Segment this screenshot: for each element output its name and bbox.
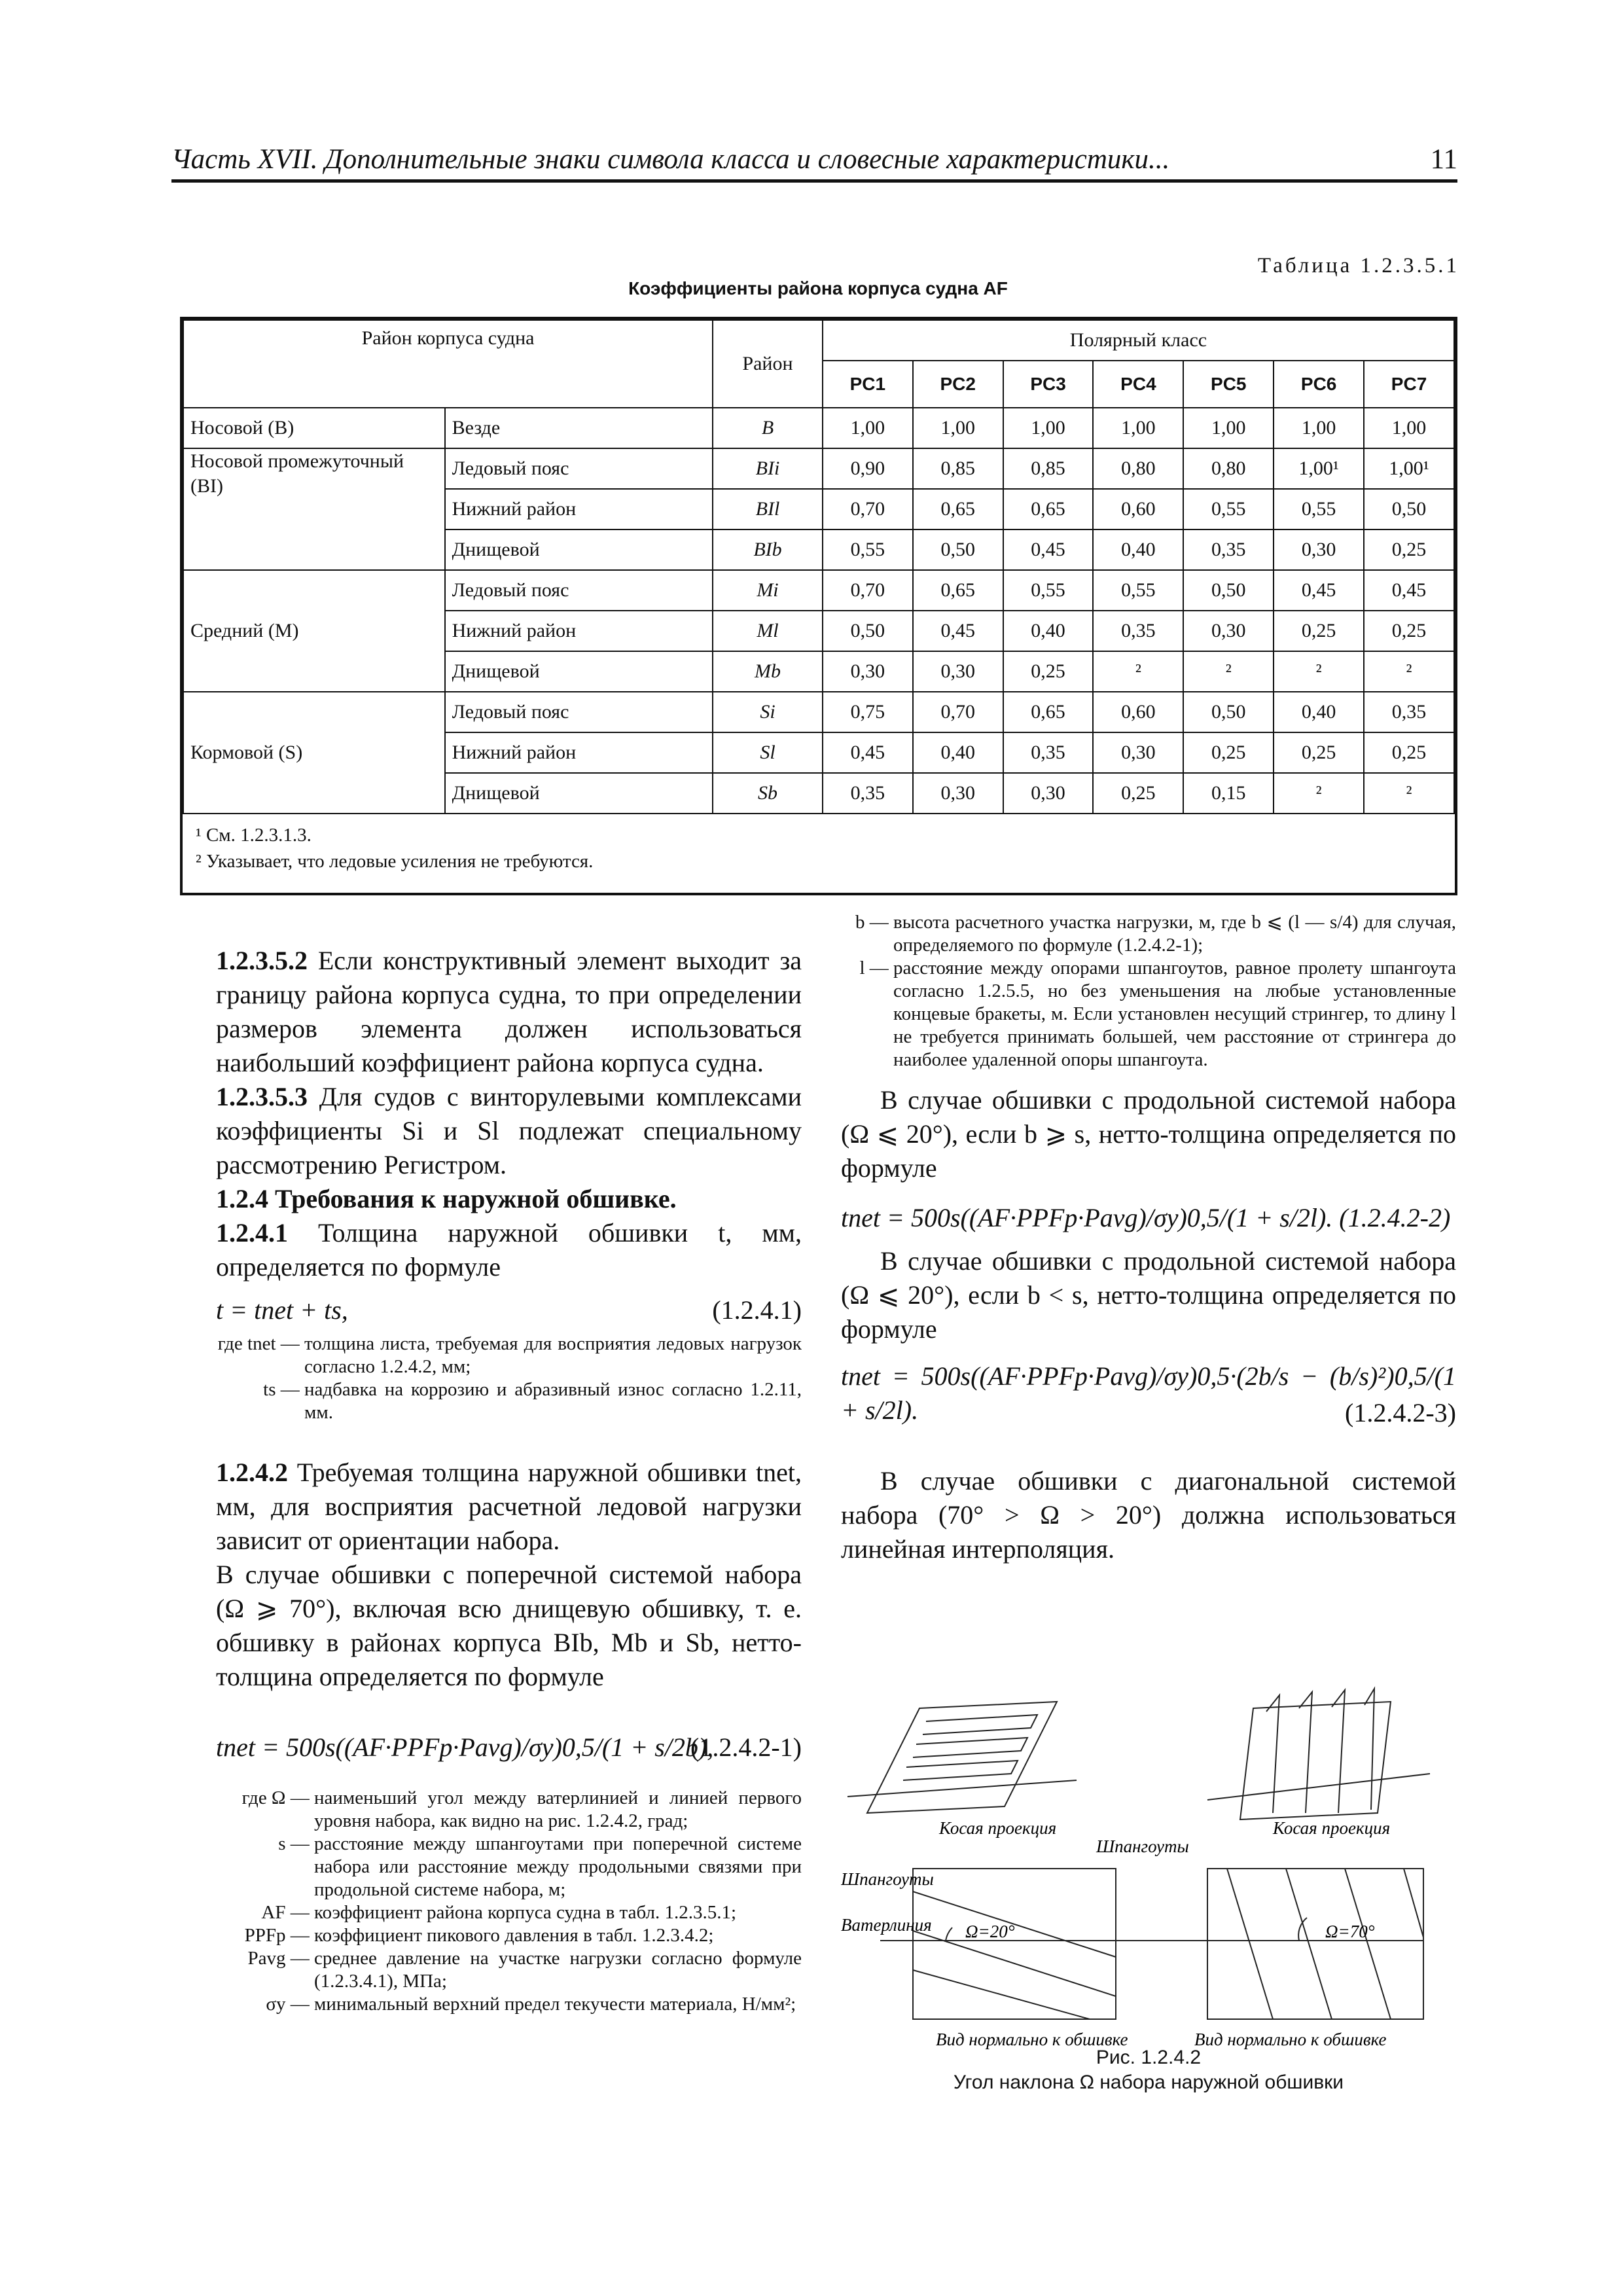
coefficient-cell: 1,00¹ (1274, 448, 1364, 489)
zone-cell: Ледовый пояс (445, 448, 713, 489)
coefficient-cell: 1,00 (913, 408, 1003, 448)
coefficient-cell: 1,00 (1183, 408, 1274, 448)
zone-cell: Днищевой (445, 773, 713, 814)
zone-cell: Нижний район (445, 489, 713, 529)
label-normal-right: Вид нормально к обшивке (1194, 2030, 1387, 2049)
right-column (841, 911, 1456, 1566)
coefficient-cell: 0,50 (1183, 692, 1274, 732)
table-body (183, 408, 1454, 814)
coefficient-cell: 0,25 (1274, 732, 1364, 773)
coefficient-cell: 0,70 (823, 570, 913, 611)
coefficient-cell: ² (1274, 651, 1364, 692)
definition-item (216, 1833, 802, 1901)
coefficient-cell: 0,40 (1003, 611, 1094, 651)
formula-1-2-4-2-1: tnet = 500s((AF·PPFp·Pavg)/σy)0,5/(1 + s/2b), (1.2.4.2-1) (216, 1732, 802, 1762)
table-row (183, 448, 1454, 489)
coefficient-cell: ² (1274, 773, 1364, 814)
paragraph-1-2-3-5-3: 1.2.3.5.3 Для судов с винторулевыми комплексами коэффициенты Si и Sl подлежат специальному рассмотрению Регистром. (216, 1082, 802, 1179)
coefficient-cell: 1,00 (823, 408, 913, 448)
hull-region-cell: Носовой (B) (183, 408, 445, 448)
coefficient-cell: 0,30 (823, 651, 913, 692)
coefficient-cell: 0,65 (1003, 692, 1094, 732)
definition-item (216, 1787, 802, 1833)
footnote-1: ¹ См. 1.2.3.1.3. (196, 825, 312, 846)
label-frames-top: Шпангоуты (1096, 1837, 1189, 1856)
hull-region-cell: Кормовой (S) (183, 692, 445, 814)
definition-text: среднее давление на участке нагрузки согласно формуле (1.2.3.4.1), МПа; (314, 1948, 802, 1992)
table-row (183, 692, 1454, 732)
page-number: 11 (1430, 144, 1457, 175)
coefficient-cell: 0,30 (1274, 529, 1364, 570)
coefficient-table-frame (180, 317, 1457, 895)
coefficient-cell: 0,45 (1274, 570, 1364, 611)
area-symbol-cell: Sl (713, 732, 823, 773)
coefficient-cell: 0,55 (1183, 489, 1274, 529)
coefficient-cell: 0,70 (823, 489, 913, 529)
plate-right-normal (1207, 1869, 1423, 2019)
coefficient-cell: 0,25 (1364, 732, 1454, 773)
paragraph-transverse: В случае обшивки с поперечной системой набора (Ω ⩾ 70°), включая всю днищевую обшивку, т. е. обшивку в районах корпуса BIb, Mb и Sb, нетто-толщина определяется по формуле (216, 1560, 802, 1691)
header-area: Район (713, 320, 823, 408)
paragraph-longitudinal-1: В случае обшивки с продольной системой набора (Ω ⩽ 20°), если b ⩾ s, нетто-толщина определяется по формуле (841, 1085, 1456, 1183)
area-symbol-cell: BIl (713, 489, 823, 529)
area-symbol-cell: B (713, 408, 823, 448)
coefficient-cell: 0,90 (823, 448, 913, 489)
label-normal-left: Вид нормально к обшивке (936, 2030, 1128, 2049)
footnote-2: ² Указывает, что ледовые усиления не требуются. (196, 851, 594, 872)
coefficient-cell: 0,30 (1183, 611, 1274, 651)
coefficient-cell: 0,25 (1093, 773, 1183, 814)
coefficient-cell: 0,25 (1183, 732, 1274, 773)
paragraph-1-2-4-2: 1.2.4.2 Требуемая толщина наружной обшивки tnet, мм, для восприятия расчетной ледовой нагрузки зависит от ориентации набора. (216, 1458, 802, 1555)
definition-term: s — (278, 1833, 314, 1854)
definition-term: b — (855, 912, 893, 933)
polar-class-header: PC2 (913, 361, 1003, 408)
paragraph-1-2-3-5-2: 1.2.3.5.2 Если конструктивный элемент выходит за границу района корпуса судна, то при определении размеров элемента должен использоваться наибольший коэффициент района корпуса судна. (216, 946, 802, 1077)
area-symbol-cell: Sb (713, 773, 823, 814)
coefficient-cell: 0,75 (823, 692, 913, 732)
figure-frame-angle (841, 1682, 1456, 2068)
coefficient-cell: 0,40 (913, 732, 1003, 773)
coefficient-cell: 0,25 (1003, 651, 1094, 692)
section-heading-1-2-4: 1.2.4 Требования к наружной обшивке. (216, 1184, 677, 1213)
coefficient-cell: 0,50 (823, 611, 913, 651)
coefficient-table (183, 319, 1455, 814)
definition-text: расстояние между опорами шпангоутов, равное пролету шпангоута согласно 1.2.5.5, но без уменьшения на любые установленные концевые бракеты, м. Если установлен несущий стрингер, то длину l не требуется принимать большей, чем расстояние от стрингера до наиболее удаленной опоры шпангоута. (893, 958, 1456, 1070)
coefficient-cell: ² (1093, 651, 1183, 692)
definitions-1: где tnet — толщина листа, требуемая для восприятия ледовых нагрузок согласно 1.2.4.2, мм; ts — надбавка на коррозию и абразивный износ согласно 1.2.11, мм. (217, 1333, 802, 1423)
coefficient-cell: 0,15 (1183, 773, 1274, 814)
formula-1-2-4-2-3: tnet = 500s((AF·PPFp·Pavg)/σy)0,5·(2b/s − (b/s)²)0,5/(1 + s/2l). (841, 1361, 1456, 1425)
formula-1-2-4-2-2: tnet = 500s((AF·PPFp·Pavg)/σy)0,5/(1 + s/2l). (1.2.4.2-2) (841, 1203, 1451, 1232)
label-waterline: Ватерлиния (841, 1915, 932, 1935)
polar-class-header: PC3 (1003, 361, 1094, 408)
coefficient-cell: 0,50 (1364, 489, 1454, 529)
area-symbol-cell: BIb (713, 529, 823, 570)
zone-cell: Ледовый пояс (445, 570, 713, 611)
angle-label-70: Ω=70° (1325, 1922, 1375, 1941)
plate-right-oblique (1240, 1702, 1391, 1820)
definition-term: σy — (266, 1994, 314, 2015)
definition-term: l — (859, 958, 893, 978)
polar-class-header: PC4 (1093, 361, 1183, 408)
coefficient-cell: 0,30 (913, 651, 1003, 692)
definition-item (216, 1901, 802, 1924)
definition-text: высота расчетного участка нагрузки, м, где b ⩽ (l — s/4) для случая, определяемого по формуле (1.2.4.2-1); (893, 912, 1456, 956)
coefficient-cell: 0,80 (1093, 448, 1183, 489)
coefficient-cell: 0,85 (913, 448, 1003, 489)
definition-term: PPFp — (244, 1925, 314, 1946)
table-number: Таблица 1.2.3.5.1 (1257, 254, 1459, 278)
coefficient-cell: 0,35 (1003, 732, 1094, 773)
header-hull-region: Район корпуса судна (183, 320, 713, 408)
coefficient-cell: 0,55 (823, 529, 913, 570)
coefficient-cell: ² (1364, 773, 1454, 814)
coefficient-cell: 0,45 (1003, 529, 1094, 570)
definitions-2 (216, 1787, 802, 2016)
definition-term: Pavg — (247, 1948, 314, 1969)
coefficient-cell: 0,40 (1274, 692, 1364, 732)
polar-class-header: PC7 (1364, 361, 1454, 408)
running-title: Часть XVII. Дополнительные знаки символа класса и словесные характеристики... (171, 144, 1170, 175)
plate-left-oblique (867, 1702, 1057, 1813)
coefficient-cell: 1,00¹ (1364, 448, 1454, 489)
definition-item (841, 911, 1456, 957)
definition-term: где Ω — (241, 1787, 314, 1808)
definition-item (216, 1947, 802, 1993)
definition-term: AF — (261, 1902, 314, 1923)
coefficient-cell: 0,35 (1093, 611, 1183, 651)
zone-cell: Днищевой (445, 529, 713, 570)
coefficient-cell: 0,65 (913, 570, 1003, 611)
coefficient-cell: ² (1183, 651, 1274, 692)
table-title: Коэффициенты района корпуса судна AF (628, 278, 1008, 298)
coefficient-cell: 0,55 (1274, 489, 1364, 529)
area-symbol-cell: Mi (713, 570, 823, 611)
coefficient-cell: 1,00 (1003, 408, 1094, 448)
coefficient-cell: 1,00 (1093, 408, 1183, 448)
coefficient-cell: 0,65 (1003, 489, 1094, 529)
definition-text: наименьший угол между ватерлинией и линией первого уровня набора, как видно на рис. 1.2.4.2, град; (314, 1787, 802, 1831)
coefficient-cell: 0,25 (1364, 611, 1454, 651)
polar-class-header: PC6 (1274, 361, 1364, 408)
coefficient-cell: 0,35 (1364, 692, 1454, 732)
coefficient-cell: 0,35 (823, 773, 913, 814)
definition-text: коэффициент пикового давления в табл. 1.2.3.4.2; (314, 1925, 714, 1946)
definition-item (216, 1924, 802, 1947)
coefficient-cell: 1,00 (1274, 408, 1364, 448)
plate-left-normal (913, 1869, 1116, 2019)
definitions-3 (841, 911, 1456, 1071)
left-column (216, 944, 802, 2016)
paragraph-longitudinal-2: В случае обшивки с продольной системой набора (Ω ⩽ 20°), если b < s, нетто-толщина определяется по формуле (841, 1246, 1456, 1344)
definition-text: коэффициент района корпуса судна в табл. 1.2.3.5.1; (314, 1902, 737, 1923)
paragraph-1-2-4-1: 1.2.4.1 Толщина наружной обшивки t, мм, определяется по формуле (216, 1218, 802, 1282)
zone-cell: Ледовый пояс (445, 692, 713, 732)
coefficient-cell: 0,80 (1183, 448, 1274, 489)
definition-text: расстояние между шпангоутами при поперечной системе набора или расстояние между продольными связями при продольной системе набора, м; (314, 1833, 802, 1900)
figure-number: Рис. 1.2.4.2 (1096, 2047, 1202, 2068)
area-symbol-cell: Ml (713, 611, 823, 651)
coefficient-cell: 0,25 (1364, 529, 1454, 570)
area-symbol-cell: Si (713, 692, 823, 732)
figure-caption (841, 2045, 1456, 2095)
coefficient-cell: ² (1364, 651, 1454, 692)
coefficient-cell: 0,65 (913, 489, 1003, 529)
hull-region-cell: Средний (M) (183, 570, 445, 692)
coefficient-cell: 0,30 (1093, 732, 1183, 773)
formula-number-1-2-4-2-3: (1.2.4.2-3) (1345, 1398, 1456, 1427)
table-row (183, 408, 1454, 448)
area-symbol-cell: Mb (713, 651, 823, 692)
polar-class-header: PC5 (1183, 361, 1274, 408)
label-oblique-right: Косая проекция (1273, 1818, 1391, 1838)
coefficient-cell: 0,55 (1003, 570, 1094, 611)
label-oblique-left: Косая проекция (939, 1818, 1057, 1838)
figure-title: Угол наклона Ω набора наружной обшивки (953, 2072, 1344, 2093)
formula-1-2-4-1: t = tnet + ts, (1.2.4.1) (216, 1295, 802, 1325)
zone-cell: Нижний район (445, 611, 713, 651)
hull-region-cell: Носовой промежуточный (BI) (183, 448, 445, 570)
coefficient-cell: 0,60 (1093, 489, 1183, 529)
polar-class-header: PC1 (823, 361, 913, 408)
coefficient-cell: 0,45 (823, 732, 913, 773)
definition-item (841, 957, 1456, 1071)
coefficient-cell: 0,30 (1003, 773, 1094, 814)
coefficient-cell: 0,30 (913, 773, 1003, 814)
coefficient-cell: 0,55 (1093, 570, 1183, 611)
coefficient-cell: 0,40 (1093, 529, 1183, 570)
coefficient-cell: 0,35 (1183, 529, 1274, 570)
coefficient-cell: 0,45 (913, 611, 1003, 651)
table-footnotes (196, 822, 593, 874)
paragraph-diagonal: В случае обшивки с диагональной системой набора (70° > Ω > 20°) должна использоваться линейная интерполяция. (841, 1466, 1456, 1564)
definition-item (216, 1993, 802, 2016)
label-frames-left: Шпангоуты (841, 1869, 934, 1889)
area-symbol-cell: BIi (713, 448, 823, 489)
coefficient-cell: 0,25 (1274, 611, 1364, 651)
page-header (171, 140, 1457, 183)
angle-label-20: Ω=20° (965, 1922, 1015, 1941)
zone-cell: Нижний район (445, 732, 713, 773)
header-polar-class: Полярный класс (823, 320, 1454, 361)
coefficient-cell: 0,50 (1183, 570, 1274, 611)
zone-cell: Днищевой (445, 651, 713, 692)
coefficient-cell: 0,45 (1364, 570, 1454, 611)
zone-cell: Везде (445, 408, 713, 448)
coefficient-cell: 0,70 (913, 692, 1003, 732)
definition-text: минимальный верхний предел текучести материала, Н/мм²; (314, 1994, 796, 2015)
table-row (183, 570, 1454, 611)
coefficient-cell: 0,50 (913, 529, 1003, 570)
coefficient-cell: 0,85 (1003, 448, 1094, 489)
coefficient-cell: 1,00 (1364, 408, 1454, 448)
coefficient-cell: 0,60 (1093, 692, 1183, 732)
